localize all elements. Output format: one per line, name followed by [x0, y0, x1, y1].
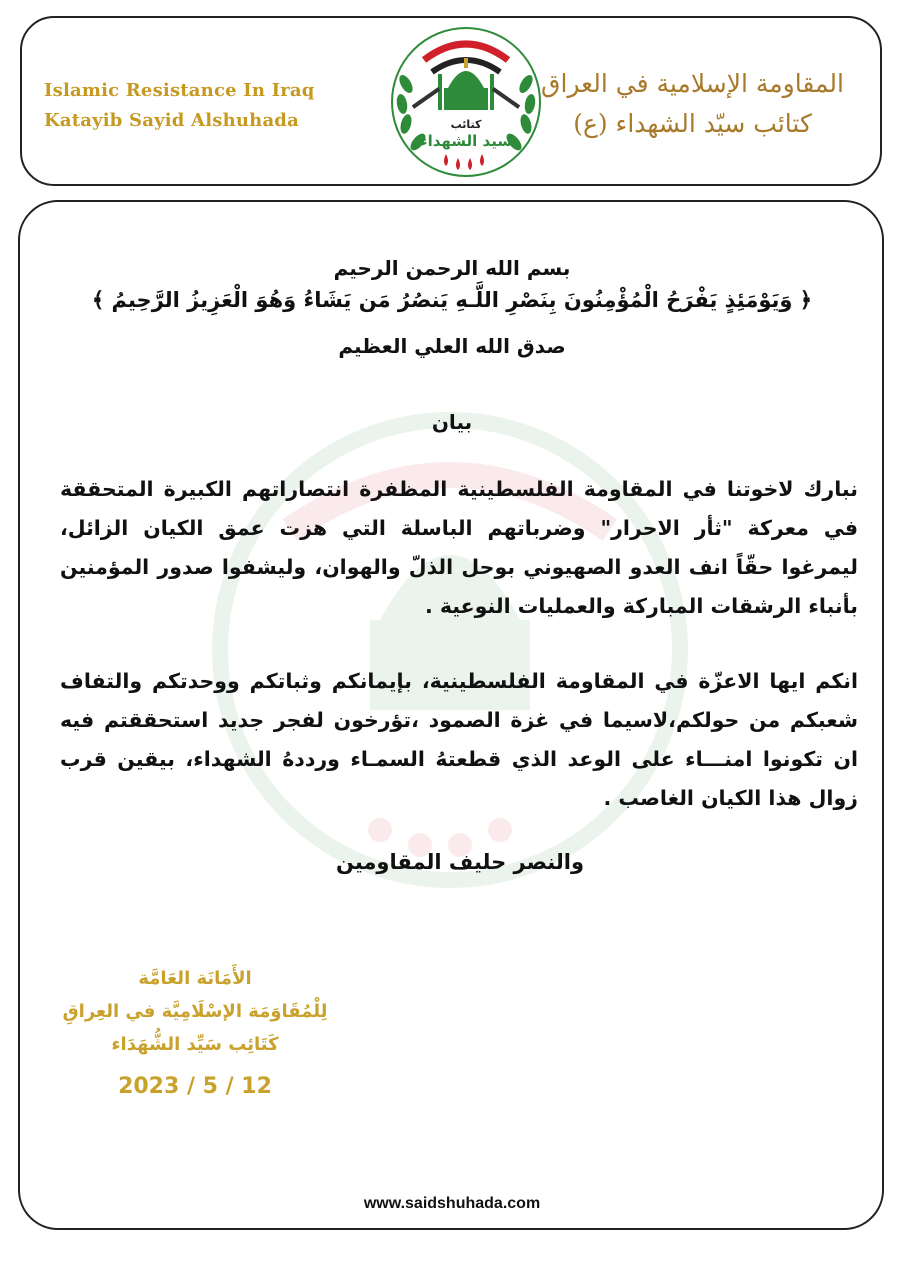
header-english-line1: Islamic Resistance In Iraq [44, 80, 315, 101]
signature-line3: كَتَائِب سَيِّد الشُّهَدَاء [111, 1034, 279, 1055]
statement-title: بيان [431, 410, 473, 434]
header-arabic-line2: كتائب سيّد الشهداء (ع) [573, 109, 812, 138]
signature-line1: الأَمَانَة العَامَّة [138, 968, 252, 989]
signature-block [30, 962, 360, 1061]
basmala: بسم الله الرحمن الرحيم [333, 256, 571, 280]
header-arabic-line1: المقاومة الإسلامية في العراق [541, 69, 844, 98]
quran-verse: ﴿ وَيَوْمَئِذٍ يَفْرَحُ الْمُؤْمِنُونَ بِنَصْرِ اللَّـهِ يَنصُرُ مَن يَشَاءُ وَهُوَ الْعَزِيزُ الرَّحِيمُ ﴾ [91, 288, 813, 312]
header-english-line2: Katayib Sayid Alshuhada [44, 110, 299, 131]
verse-closing: صدق الله العلي العظيم [338, 334, 566, 358]
header-arabic [541, 64, 844, 144]
signature-line2: لِلْمُقَاوَمَة الإسْلَامِيَّة في العِراقِ [62, 1001, 328, 1022]
statement-paragraph-1: نبارك لاخوتنا في المقاومة الفلسطينية المظفرة انتصاراتهم الكبيرة المتحققة في معركة "ثأر الاحرار" وضرباتهم الباسلة التي هزت عمق الكيان الزائل، ليمرغوا حقّاً انف العدو الصهيوني بوحل الذلّ والهوان، وليشفوا صدور المؤمنين بأنباء الرشقات المباركة والعمليات النوعية . [60, 477, 858, 618]
statement-closing: والنصر حليف المقاومين [335, 850, 584, 874]
logo-label-line2: سيد الشهداء [419, 132, 513, 150]
website-link[interactable]: www.saidshuhada.com [356, 1195, 548, 1212]
footer-website [0, 1195, 904, 1213]
statement-paragraph-2: انكم ايها الاعزّة في المقاومة الفلسطينية، بإيمانكم وثباتكم ووحدتكم والتفاف شعبكم من حولكم،لاسيما في غزة الصمود ،تؤرخون لفجر جديد استحققتم فيه ان تكونوا امنـــاء على الوعد الذي قطعتهُ السمـاء ورددهُ الشهداء، بيقين قرب زوال هذا الكيان الغاصب . [60, 669, 858, 810]
logo-label-line1: كتائب [450, 118, 482, 131]
organization-logo [388, 24, 544, 180]
statement-date: 2023 / 5 / 12 [118, 1074, 272, 1099]
header-english [44, 76, 315, 136]
